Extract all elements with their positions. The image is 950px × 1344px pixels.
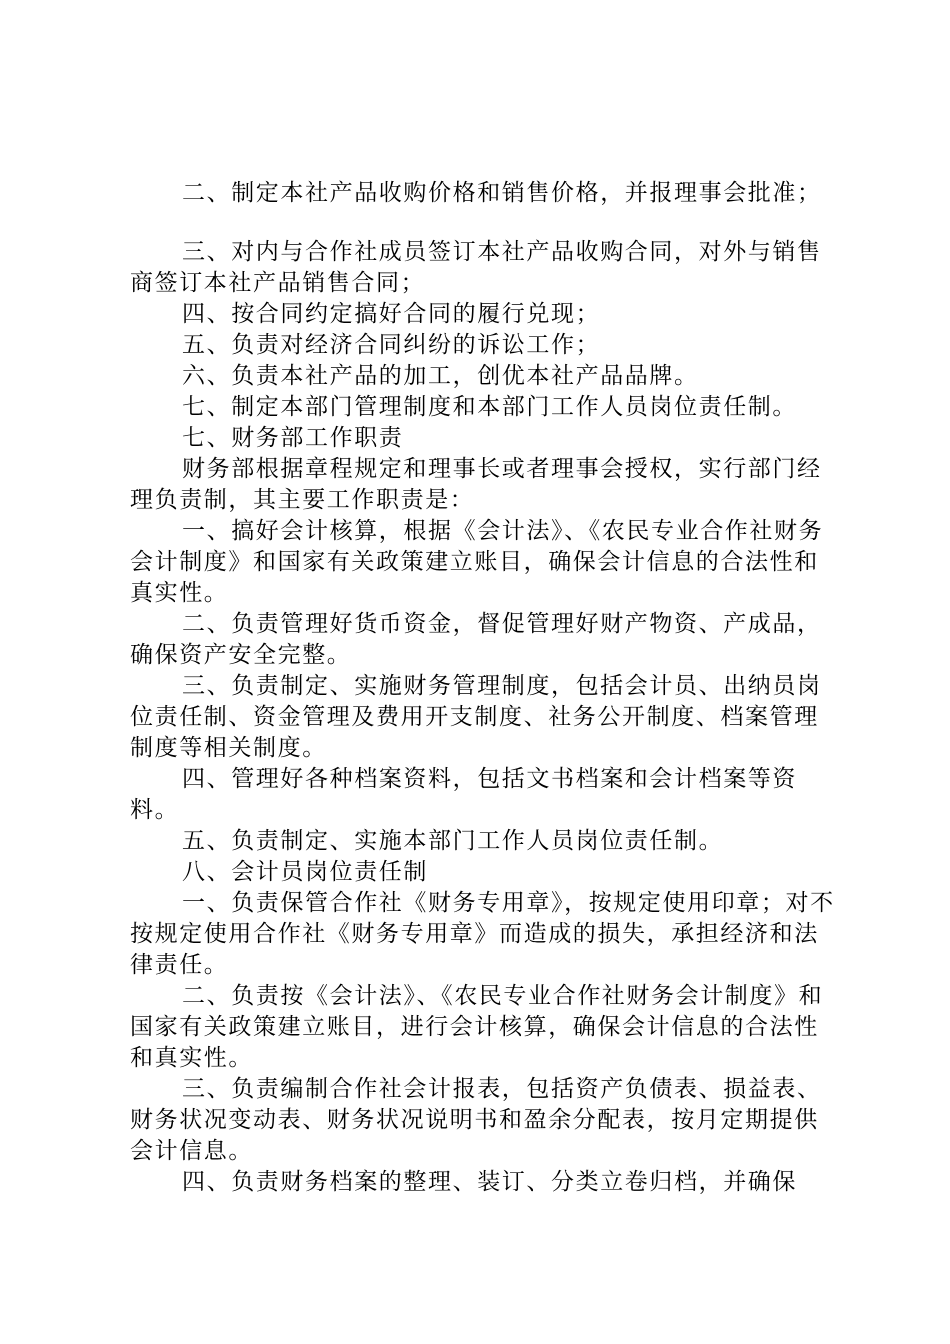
paragraph-4: 五、负责对经济合同纠纷的诉讼工作； — [182, 332, 601, 358]
paragraph-3: 四、按合同约定搞好合同的履行兑现； — [182, 301, 601, 327]
paragraph-7: 财务部根据章程规定和理事长或者理事会授权，实行部门经理负责制，其主要工作职责是： — [130, 456, 822, 513]
paragraph-1: 二、制定本社产品收购价格和销售价格，并报理事会批准； — [182, 180, 822, 206]
paragraph-5: 六、负责本社产品的加工，创优本社产品品牌。 — [182, 363, 699, 389]
paragraph-16: 四、负责财务档案的整理、装订、分类立卷归档，并确保 — [182, 1169, 797, 1195]
paragraph-15: 三、负责编制合作社会计报表，包括资产负债表、损益表、财务状况变动表、财务状况说明书和盈余分配表，按月定期提供会计信息。 — [130, 1076, 822, 1164]
paragraph-13: 一、负责保管合作社《财务专用章》，按规定使用印章；对不按规定使用合作社《财务专用章》而造成的损失，承担经济和法律责任。 — [130, 890, 835, 978]
section-heading-accountant: 八、会计员岗位责任制 — [182, 859, 428, 885]
paragraph-11: 四、管理好各种档案资料，包括文书档案和会计档案等资料。 — [130, 766, 797, 823]
section-heading-finance: 七、财务部工作职责 — [182, 425, 404, 451]
paragraph-10: 三、负责制定、实施财务管理制度，包括会计员、出纳员岗位责任制、资金管理及费用开支制度、社务公开制度、档案管理制度等相关制度。 — [130, 673, 822, 761]
paragraph-8: 一、搞好会计核算，根据《会计法》、《农民专业合作社财务会计制度》和国家有关政策建立账目，确保会计信息的合法性和真实性。 — [130, 518, 824, 606]
paragraph-9: 二、负责管理好货币资金，督促管理好财产物资、产成品，确保资产安全完整。 — [130, 611, 822, 668]
paragraph-2: 三、对内与合作社成员签订本社产品收购合同，对外与销售商签订本社产品销售合同； — [130, 239, 822, 296]
paragraph-12: 五、负责制定、实施本部门工作人员岗位责任制。 — [182, 828, 724, 854]
paragraph-14: 二、负责按《会计法》、《农民专业合作社财务会计制度》和国家有关政策建立账目，进行会计核算，确保会计信息的合法性和真实性。 — [130, 983, 824, 1071]
paragraph-6: 七、制定本部门管理制度和本部门工作人员岗位责任制。 — [182, 394, 797, 420]
